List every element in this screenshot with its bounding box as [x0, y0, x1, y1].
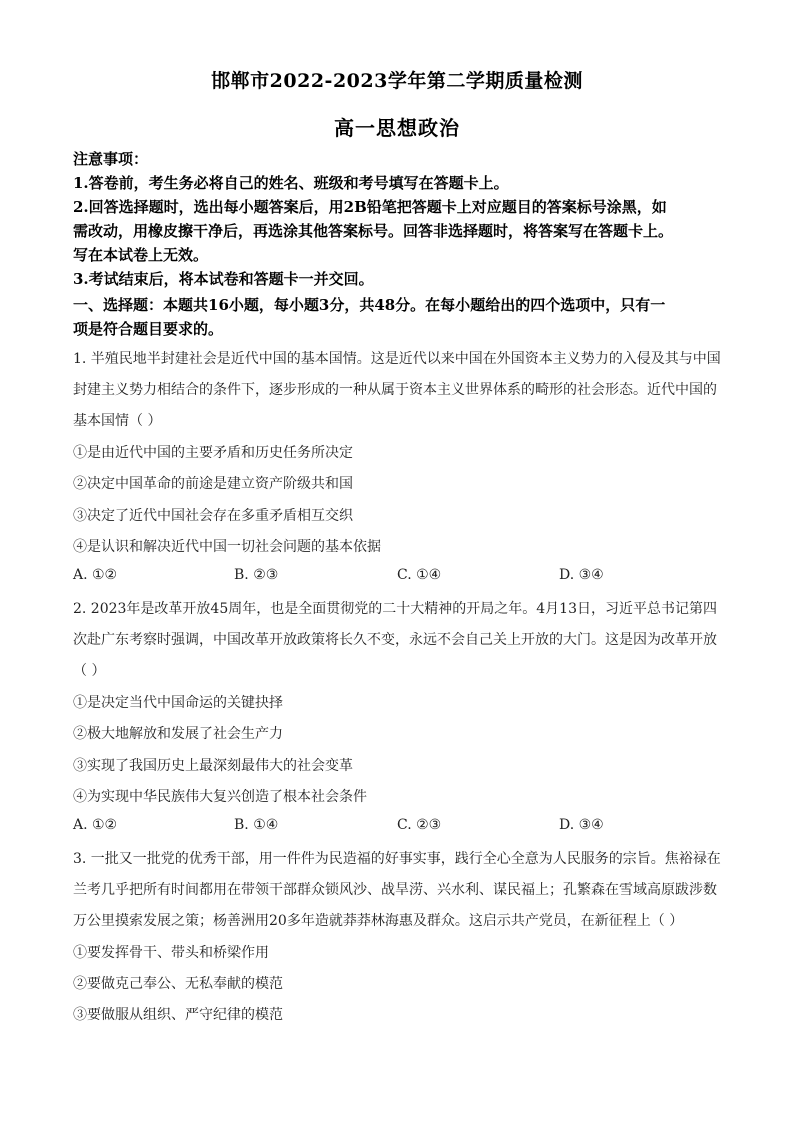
question-1-item: ②决定中国革命的前途是建立资产阶级共和国 [73, 476, 353, 492]
question-2-stem: 次赴广东考察时强调，中国改革开放政策将长久不变，永远不会自己关上开放的大门。这是因为改革开放 [73, 632, 717, 648]
question-1-item: ④是认识和解决近代中国一切社会问题的基本依据 [73, 539, 381, 555]
notice-line: 1.答卷前，考生务必将自己的姓名、班级和考号填写在答题卡上。 [73, 174, 509, 192]
question-1-stem: 封建主义势力相结合的条件下，逐步形成的一种从属于资本主义世界体系的畸形的社会形态。近代中国的 [73, 382, 717, 398]
question-1-option-b: B. ②③ [234, 567, 279, 583]
question-2-item: ③实现了我国历史上最深刻最伟大的社会变革 [73, 758, 353, 774]
section-heading: 一、选择题：本题共16小题，每小题3分，共48分。在每小题给出的四个选项中，只有一 [73, 296, 666, 314]
question-3-item: ②要做克己奉公、无私奉献的模范 [73, 976, 283, 992]
exam-subject: 高一思想政治 [334, 116, 460, 140]
question-3-item: ③要做服从组织、严守纪律的模范 [73, 1007, 283, 1023]
question-2-stem: 2. 2023年是改革开放45周年，也是全面贯彻党的二十大精神的开局之年。4月13日，习近平总书记第四 [73, 601, 717, 617]
question-2-option-c: C. ②③ [397, 817, 442, 833]
question-2-item: ①是决定当代中国命运的关键抉择 [73, 695, 283, 711]
question-1-option-d: D. ③④ [559, 567, 604, 583]
question-1-stem: 基本国情（ ） [73, 413, 162, 429]
question-2-stem: （ ） [73, 663, 106, 679]
question-3-stem: 3. 一批又一批党的优秀干部，用一件件为民造福的好事实事，践行全心全意为人民服务的宗旨。焦裕禄在 [73, 851, 721, 867]
section-heading: 项是符合题目要求的。 [73, 320, 224, 338]
question-3-stem: 兰考几乎把所有时间都用在带领干部群众锁风沙、战旱涝、兴水利、谋民福上；孔繁森在雪域高原跋涉数 [73, 882, 717, 898]
notice-line: 2.回答选择题时，选出每小题答案后，用2B铅笔把答题卡上对应题目的答案标号涂黑，如 [73, 198, 667, 216]
question-3-stem: 万公里摸索发展之策；杨善洲用20多年造就莽莽林海惠及群众。这启示共产党员，在新征程上（ ） [73, 913, 684, 929]
question-1-option-c: C. ①④ [397, 567, 442, 583]
notice-line: 需改动，用橡皮擦干净后，再选涂其他答案标号。回答非选择题时，将答案写在答题卡上。 [73, 222, 674, 240]
notice-line: 写在本试卷上无效。 [73, 246, 209, 264]
question-1-option-a: A. ①② [73, 567, 118, 583]
question-2-option-d: D. ③④ [559, 817, 604, 833]
question-3-item: ①要发挥骨干、带头和桥梁作用 [73, 945, 269, 961]
notice-line: 3.考试结束后，将本试卷和答题卡一并交回。 [73, 270, 374, 288]
question-1-item: ①是由近代中国的主要矛盾和历史任务所决定 [73, 445, 353, 461]
question-2-option-b: B. ①④ [234, 817, 279, 833]
question-2-item: ②极大地解放和发展了社会生产力 [73, 726, 283, 742]
question-1-stem: 1. 半殖民地半封建社会是近代中国的基本国情。这是近代以来中国在外国资本主义势力的入侵及其与中国 [73, 351, 721, 367]
question-2-item: ④为实现中华民族伟大复兴创造了根本社会条件 [73, 789, 367, 805]
question-1-item: ③决定了近代中国社会存在多重矛盾相互交织 [73, 508, 353, 524]
exam-title: 邯郸市2022-2023学年第二学期质量检测 [211, 70, 583, 92]
notice-heading: 注意事项： [73, 150, 149, 168]
question-2-option-a: A. ①② [73, 817, 118, 833]
